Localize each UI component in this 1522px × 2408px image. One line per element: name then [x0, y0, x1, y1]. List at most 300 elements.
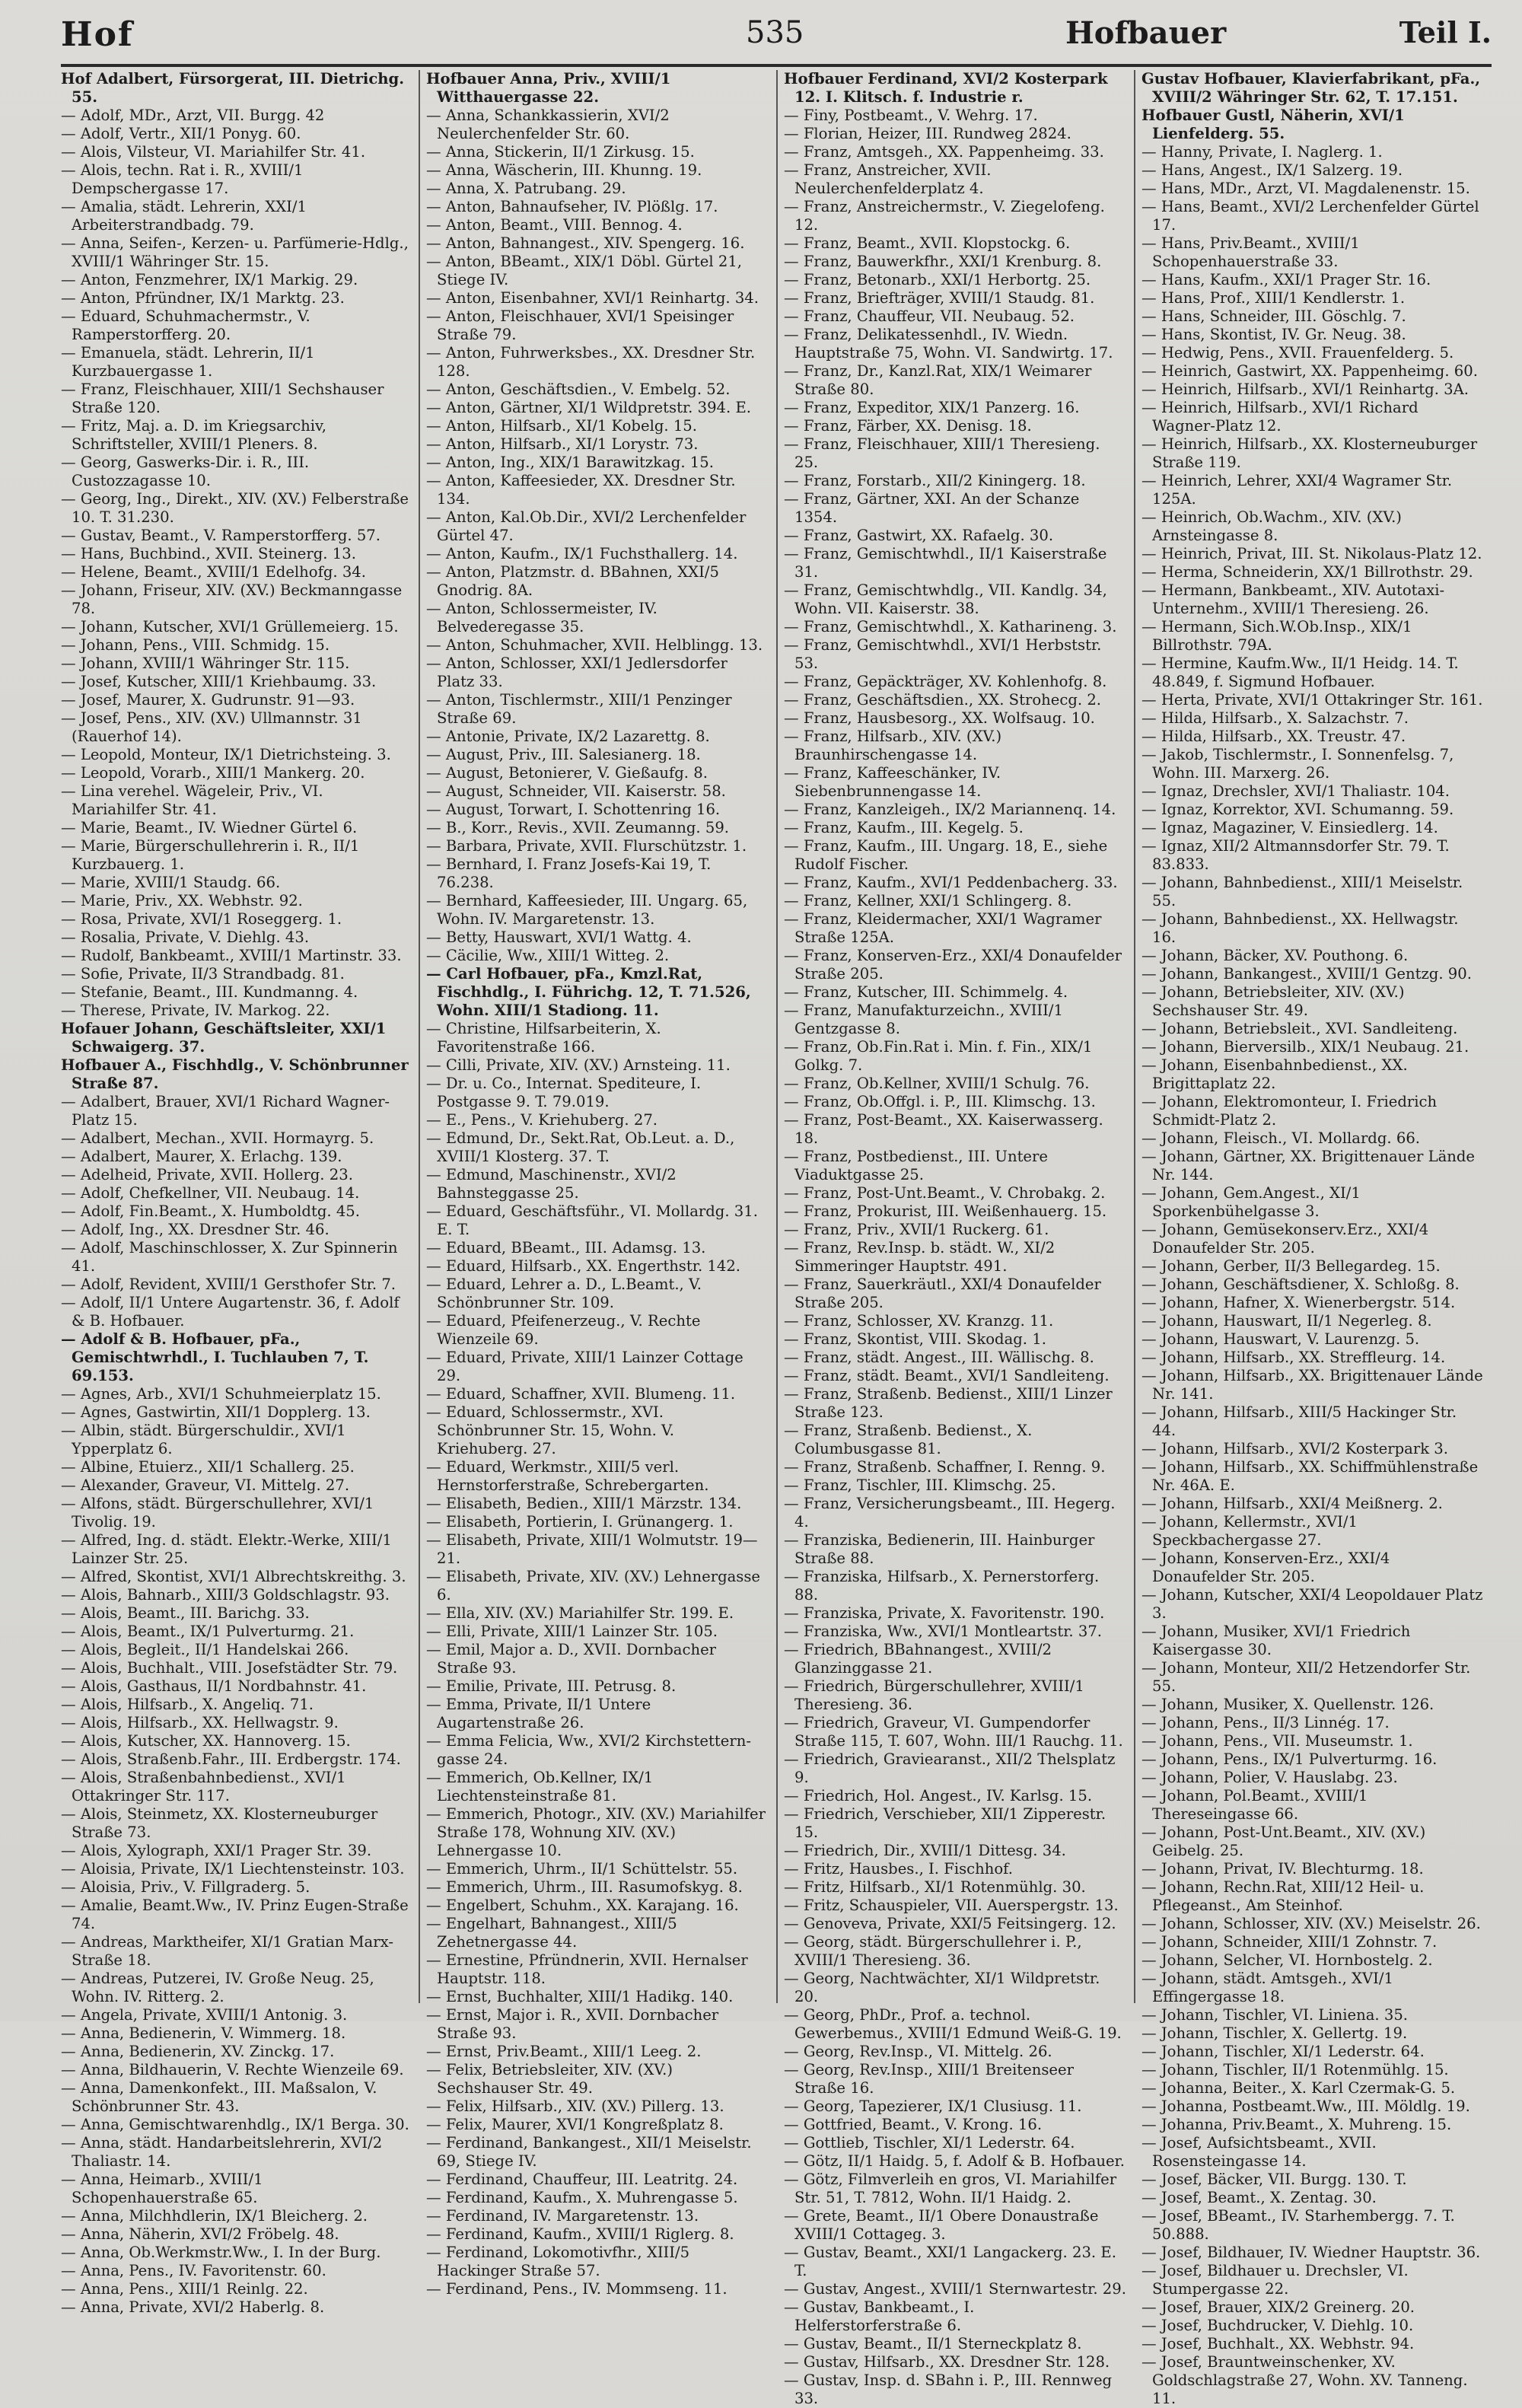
- directory-entry: — Franziska, Hilfsarb., X. Pernerstorferg. 88.: [784, 1568, 1100, 1604]
- directory-entry: — Elli, Private, XIII/1 Lainzer Str. 105.: [426, 1623, 718, 1640]
- directory-entry: — Anna, Damenkonfekt., III. Maßsalon, V. Schönbrunner Str. 43.: [61, 2079, 377, 2115]
- directory-entry: — Hans, Prof., XIII/1 Kendlerstr. 1.: [1142, 289, 1406, 307]
- directory-entry: — Ignaz, Korrektor, XVI. Schumanng. 59.: [1142, 801, 1454, 818]
- directory-entry: — E., Pens., V. Kriehuberg. 27.: [426, 1111, 658, 1129]
- directory-entry: — Franz, Dr., Kanzl.Rat, XIX/1 Weimarer Straße 80.: [784, 362, 1092, 398]
- directory-entry: — Fritz, Hilfsarb., XI/1 Rotenmühlg. 30.: [784, 1878, 1086, 1896]
- directory-entry: — Albine, Etuierz., XII/1 Schallerg. 25.: [61, 1458, 355, 1476]
- directory-entry: — Anna, Bildhauerin, V. Rechte Wienzeile 69.: [61, 2061, 404, 2078]
- directory-entry: — Finy, Postbeamt., V. Wehrg. 17.: [784, 107, 1038, 124]
- directory-entry: — Emma Felicia, Ww., XVI/2 Kirchstettern-gasse 24.: [426, 1732, 751, 1768]
- directory-entry: — Hedwig, Pens., XVII. Frauenfelderg. 5.: [1142, 344, 1454, 362]
- directory-entry: — Johann, Pens., II/3 Linnég. 17.: [1142, 1714, 1390, 1731]
- directory-entry: — Fritz, Schauspieler, VII. Auerspergstr. 13.: [784, 1897, 1119, 1914]
- directory-entry: — Engelbert, Schuhm., XX. Karajang. 16.: [426, 1897, 739, 1914]
- directory-entry: — Josef, BBeamt., IV. Starhembergg. 7. T. 50.888.: [1142, 2207, 1455, 2243]
- directory-entry: — Heinrich, Gastwirt, XX. Pappenheimg. 60.: [1142, 362, 1478, 380]
- directory-entry: — Aloisia, Priv., V. Fillgraderg. 5.: [61, 1878, 310, 1896]
- directory-entry: — August, Schneider, VII. Kaiserstr. 58.: [426, 782, 726, 800]
- directory-entry: — Johann, Bahnbedienst., XX. Hellwagstr. 16.: [1142, 910, 1459, 946]
- directory-entry: — August, Betonierer, V. Gießaufg. 8.: [426, 764, 708, 782]
- directory-entry: — Georg, Rev.Insp., VI. Mittelg. 26.: [784, 2043, 1052, 2060]
- directory-entry: — Alois, Xylograph, XXI/1 Prager Str. 39.: [61, 1842, 372, 1859]
- directory-entry: — Franz, Gemischtwhdlg., VII. Kandlg. 34, Wohn. VII. Kaiserstr. 38.: [784, 581, 1107, 617]
- directory-entry: — Adolf, II/1 Untere Augartenstr. 36, f. Adolf & B. Hofbauer.: [61, 1294, 400, 1330]
- directory-entry: — Johann, Bankangest., XVIII/1 Gentzg. 90.: [1142, 965, 1472, 983]
- directory-entry: — Franz, Gepäckträger, XV. Kohlenhofg. 8.: [784, 673, 1107, 690]
- directory-entry: — Hans, MDr., Arzt, VI. Magdalenenstr. 15.: [1142, 180, 1470, 197]
- directory-entry: — Johann, Fleisch., VI. Mollardg. 66.: [1142, 1129, 1421, 1147]
- directory-entry: — Amalie, Beamt.Ww., IV. Prinz Eugen-Straße 74.: [61, 1897, 409, 1932]
- directory-entry: — Bernhard, I. Franz Josefs-Kai 19, T. 76.238.: [426, 855, 712, 891]
- directory-entry: — Johann, Pol.Beamt., XVIII/1 Thereseingasse 66.: [1142, 1787, 1368, 1823]
- page-number: 535: [746, 15, 804, 50]
- directory-entry: — Heinrich, Lehrer, XXI/4 Wagramer Str. 125A.: [1142, 472, 1453, 508]
- directory-entry: — Elisabeth, Private, XIII/1 Wolmutstr. 19—21.: [426, 1531, 758, 1567]
- directory-entry: — Johann, Geschäftsdiener, X. Schloßg. 8.: [1142, 1276, 1460, 1293]
- directory-entry: — Ernst, Buchhalter, XIII/1 Hadikg. 140.: [426, 1988, 734, 2005]
- directory-entry: — Ferdinand, IV. Margaretenstr. 13.: [426, 2207, 699, 2225]
- directory-entry: — Johann, Hilfsarb., XX. Brigittenauer Lände Nr. 141.: [1142, 1367, 1483, 1403]
- directory-entry: — Johann, Selcher, VI. Hornbostelg. 2.: [1142, 1951, 1433, 1969]
- directory-entry: — Johann, Tischler, VI. Liniena. 35.: [1142, 2006, 1409, 2024]
- directory-entry: — Franz, Chauffeur, VII. Neubaug. 52.: [784, 307, 1075, 325]
- directory-entry: — Marie, Bürgerschullehrerin i. R., II/1 Kurzbauerg. 1.: [61, 837, 360, 873]
- header-left-word: Hof: [61, 15, 134, 54]
- directory-entry: — Alois, Hilfsarb., X. Angeliq. 71.: [61, 1696, 314, 1713]
- directory-entry: — Betty, Hauswart, XVI/1 Wattg. 4.: [426, 928, 692, 946]
- directory-entry: — Anna, Pens., XIII/1 Reinlg. 22.: [61, 2280, 308, 2298]
- directory-entry: — Georg, städt. Bürgerschullehrer i. P., XVIII/1 Theresieng. 36.: [784, 1933, 1082, 1969]
- directory-entry: — Heinrich, Hilfsarb., XX. Klosterneuburger Straße 119.: [1142, 435, 1478, 471]
- directory-entry: — Genoveva, Private, XXI/5 Feitsingerg. 12.: [784, 1915, 1116, 1932]
- directory-entry: — Anton, Kaufm., IX/1 Fuchsthallerg. 14.: [426, 545, 738, 562]
- directory-entry: — Carl Hofbauer, pFa., Kmzl.Rat, Fischhdlg., I. Führichg. 12, T. 71.526, Wohn. XIII/1 Stadiong. 11.: [426, 965, 751, 1019]
- directory-entry: — Anna, Näherin, XVI/2 Fröbelg. 48.: [61, 2225, 339, 2243]
- directory-entry: — Johann, Bierversilb., XIX/1 Neubaug. 21.: [1142, 1038, 1469, 1056]
- directory-entry: — Hermine, Kaufm.Ww., II/1 Heidg. 14. T. 48.849, f. Sigmund Hofbauer.: [1142, 655, 1459, 690]
- directory-entry: — Anton, Ing., XIX/1 Barawitzkag. 15.: [426, 454, 714, 471]
- directory-entry: — Adelheid, Private, XVII. Hollerg. 23.: [61, 1166, 353, 1183]
- directory-entry: — Johann, Gerber, II/3 Bellegardeg. 15.: [1142, 1257, 1441, 1275]
- directory-entry: — Johann, Polier, V. Hauslabg. 23.: [1142, 1769, 1398, 1786]
- directory-entry: — Johanna, Priv.Beamt., X. Muhreng. 15.: [1142, 2116, 1452, 2133]
- directory-entry: — Adolf, Fin.Beamt., X. Humboldtg. 45.: [61, 1202, 360, 1220]
- directory-entry: — Eduard, Schuhmachermstr., V. Ramperstorfferg. 20.: [61, 307, 310, 343]
- directory-entry: — Emmerich, Uhrm., II/1 Schüttelstr. 55.: [426, 1860, 738, 1878]
- directory-entry: — Alexander, Graveur, VI. Mittelg. 27.: [61, 1476, 350, 1494]
- directory-entry: — Antonie, Private, IX/2 Lazarettg. 8.: [426, 728, 710, 745]
- directory-entry: — Anton, Fenzmehrer, IX/1 Markig. 29.: [61, 271, 358, 288]
- directory-entry: — Rosa, Private, XVI/1 Roseggerg. 1.: [61, 910, 342, 928]
- directory-entry: — Anna, Schankkassierin, XVI/2 Neulerchenfelder Str. 60.: [426, 107, 670, 142]
- directory-entry: — Johann, Betriebsleiter, XIV. (XV.) Sechshauser Str. 49.: [1142, 983, 1405, 1019]
- directory-entry: — Franziska, Bedienerin, III. Hainburger Straße 88.: [784, 1531, 1095, 1567]
- directory-entry: — Christine, Hilfsarbeiterin, X. Favoritenstraße 166.: [426, 1020, 661, 1056]
- directory-entry: — Rosalia, Private, V. Diehlg. 43.: [61, 928, 310, 946]
- directory-entry: — Johann, Hauswart, V. Laurenzg. 5.: [1142, 1330, 1420, 1348]
- directory-entry: — Dr. u. Co., Internat. Spediteure, I. Postgasse 9. T. 79.019.: [426, 1075, 702, 1110]
- directory-entry: — Anton, Schuhmacher, XVII. Helblingg. 13.: [426, 636, 763, 654]
- directory-entry: — Anton, Geschäftsdien., V. Embelg. 52.: [426, 381, 731, 398]
- directory-entry: — Jakob, Tischlermstr., I. Sonnenfelsg. 7, Wohn. III. Marxerg. 26.: [1142, 746, 1454, 782]
- directory-entry: — Hanny, Private, I. Naglerg. 1.: [1142, 143, 1383, 161]
- directory-entry: — Johann, Hilfsarb., XX. Schiffmühlenstraße Nr. 46A. E.: [1142, 1458, 1479, 1494]
- directory-entry: — Franz, Hilfsarb., XIV. (XV.) Braunhirschengasse 14.: [784, 728, 1002, 763]
- directory-entry: — Johann, Hilfsarb., XX. Streffleurg. 14.: [1142, 1349, 1446, 1366]
- directory-entry: — Hans, Beamt., XVI/2 Lerchenfelder Gürtel 17.: [1142, 198, 1479, 234]
- directory-entry: — Georg, Nachtwächter, XI/1 Wildpretstr. 20.: [784, 1970, 1100, 2005]
- directory-entry: — Franz, Ob.Kellner, XVIII/1 Schulg. 76.: [784, 1075, 1090, 1092]
- directory-entry: — Hans, Schneider, III. Göschlg. 7.: [1142, 307, 1406, 325]
- directory-entry: — Franz, Expeditor, XIX/1 Panzerg. 16.: [784, 399, 1080, 416]
- directory-entry: — Alfred, Skontist, XVI/1 Albrechtskreithg. 3.: [61, 1568, 406, 1585]
- directory-entry: — Ernestine, Pfründnerin, XVII. Hernalser Hauptstr. 118.: [426, 1951, 748, 1987]
- directory-entry: — Adalbert, Mechan., XVII. Hormayrg. 5.: [61, 1129, 374, 1147]
- directory-entry: — Eduard, Hilfsarb., XX. Engerthstr. 142.: [426, 1257, 741, 1275]
- directory-entry: — Franz, Skontist, VIII. Skodag. 1.: [784, 1330, 1046, 1348]
- directory-entry: — Georg, Rev.Insp., XIII/1 Breitenseer Straße 16.: [784, 2061, 1074, 2097]
- directory-entry: — Franz, städt. Angest., III. Wällischg. 8.: [784, 1349, 1094, 1366]
- directory-entry: — Johann, Kutscher, XVI/1 Grüllemeierg. 15.: [61, 618, 399, 635]
- directory-entry: — Johann, Post-Unt.Beamt., XIV. (XV.) Geibelg. 25.: [1142, 1824, 1426, 1859]
- directory-entry: — Franz, Gärtner, XXI. An der Schanze 1354.: [784, 490, 1080, 526]
- directory-entry: — Franz, Gemischtwhdl., X. Katharineng. 3.: [784, 618, 1117, 635]
- directory-entry: — Johann, Kellermstr., XVI/1 Speckbachergasse 27.: [1142, 1513, 1358, 1549]
- directory-entry: — Anna, Gemischtwarenhdlg., IX/1 Berga. 30.: [61, 2116, 409, 2133]
- directory-entry: — Alois, Begleit., II/1 Handelskai 266.: [61, 1641, 349, 1658]
- directory-entry: — Franz, Gemischtwhdl., XVI/1 Herbststr. 53.: [784, 636, 1102, 672]
- directory-entry: — Franz, Straßenb. Bedienst., XIII/1 Linzer Straße 123.: [784, 1385, 1113, 1421]
- directory-entry: — Heinrich, Ob.Wachm., XIV. (XV.) Arnsteingasse 8.: [1142, 508, 1402, 544]
- directory-entry: — Franz, Tischler, III. Klimschg. 25.: [784, 1476, 1056, 1494]
- directory-entry: — Franz, Fleischhauer, XIII/1 Theresieng. 25.: [784, 435, 1100, 471]
- directory-entry: — Alois, techn. Rat i. R., XVIII/1 Dempschergasse 17.: [61, 161, 304, 197]
- directory-entry: — Felix, Hilfsarb., XIV. (XV.) Pillerg. 13.: [426, 2097, 724, 2115]
- directory-entry: — Friedrich, Verschieber, XII/1 Zipperestr. 15.: [784, 1805, 1106, 1841]
- directory-entry: — Johanna, Beiter., X. Karl Czermak-G. 5.: [1142, 2079, 1456, 2097]
- directory-entry: — Elisabeth, Bedien., XIII/1 Märzstr. 134.: [426, 1495, 742, 1512]
- directory-entry: — Marie, Beamt., IV. Wiedner Gürtel 6.: [61, 819, 358, 836]
- directory-entry: — Adolf, Chefkellner, VII. Neubaug. 14.: [61, 1184, 360, 1202]
- directory-entry: — Johann, Hilfsarb., XVI/2 Kosterpark 3.: [1142, 1440, 1448, 1457]
- directory-entry: — Georg, Tapezierer, IX/1 Clusiusg. 11.: [784, 2097, 1082, 2115]
- directory-entry: — Franz, Sauerkräutl., XXI/4 Donaufelder Straße 205.: [784, 1276, 1101, 1311]
- directory-entry: — Emilie, Private, III. Petrusg. 8.: [426, 1677, 677, 1695]
- directory-entry: Hofbauer Ferdinand, XVI/2 Kosterpark 12. I. Klitsch. f. Industrie r.: [784, 70, 1108, 106]
- directory-entry: — Josef, Pens., XIV. (XV.) Ullmannstr. 31 (Rauerhof 14).: [61, 709, 362, 745]
- directory-entry: — Franz, Kaufm., III. Ungarg. 18, E., siehe Rudolf Fischer.: [784, 837, 1108, 873]
- directory-entry: — Cilli, Private, XIV. (XV.) Arnsteing. 11.: [426, 1056, 731, 1074]
- directory-entry: — Amalia, städt. Lehrerin, XXI/1 Arbeiterstrandbadg. 79.: [61, 198, 307, 234]
- directory-entry: — Adolf, Ing., XX. Dresdner Str. 46.: [61, 1221, 330, 1238]
- directory-entry: — Anton, Platzmstr. d. BBahnen, XXI/5 Gnodrig. 8A.: [426, 563, 719, 599]
- directory-entry: — Edmund, Maschinenstr., XVI/2 Bahnsteggasse 25.: [426, 1166, 677, 1202]
- directory-entry: — Ignaz, Drechsler, XVI/1 Thaliastr. 104.: [1142, 782, 1450, 800]
- directory-entry: — Alfons, städt. Bürgerschullehrer, XVI/1 Tivolig. 19.: [61, 1495, 374, 1530]
- directory-entry: — Friedrich, Graviearanst., XII/2 Thelsplatz 9.: [784, 1750, 1116, 1786]
- directory-entry: — Johann, XVIII/1 Währinger Str. 115.: [61, 655, 350, 672]
- column-1: [61, 70, 419, 2316]
- directory-entry: — Johann, Gärtner, XX. Brigittenauer Lände Nr. 144.: [1142, 1148, 1476, 1183]
- directory-entry: Hofbauer Anna, Priv., XVIII/1 Witthauergasse 22.: [426, 70, 671, 106]
- directory-entry: — Franz, Postbedienst., III. Untere Viaduktgasse 25.: [784, 1148, 1048, 1183]
- directory-entry: — Franz, Amtsgeh., XX. Pappenheimg. 33.: [784, 143, 1104, 161]
- directory-entry: — Johann, Hauswart, II/1 Negerleg. 8.: [1142, 1312, 1432, 1330]
- directory-entry: — Franz, städt. Beamt., XVI/1 Sandleiteng.: [784, 1367, 1110, 1384]
- directory-entry: — Heinrich, Hilfsarb., XVI/1 Reinhartg. 3A.: [1142, 381, 1469, 398]
- directory-entry: — Josef, Brauer, XIX/2 Greinerg. 20.: [1142, 2298, 1415, 2316]
- directory-entry: — Johann, Monteur, XII/2 Hetzendorfer Str. 55.: [1142, 1659, 1471, 1695]
- directory-entry: — Anna, Ob.Werkmstr.Ww., I. In der Burg.: [61, 2244, 381, 2261]
- directory-entry: — Franziska, Private, X. Favoritenstr. 190.: [784, 1604, 1105, 1622]
- directory-entry: — Gottfried, Beamt., V. Krong. 16.: [784, 2116, 1043, 2133]
- directory-entry: — Albin, städt. Bürgerschuldir., XVI/1 Ypperplatz 6.: [61, 1422, 346, 1457]
- directory-entry: — Johann, Hilfsarb., XIII/5 Hackinger Str. 44.: [1142, 1403, 1457, 1439]
- directory-entry: — Hans, Angest., IX/1 Salzerg. 19.: [1142, 161, 1403, 179]
- directory-entry: — Alois, Hilfsarb., XX. Hellwagstr. 9.: [61, 1714, 339, 1731]
- directory-entry: — Johann, Musiker, XVI/1 Friedrich Kaisergasse 30.: [1142, 1623, 1411, 1658]
- directory-entry: — Anton, Eisenbahner, XVI/1 Reinhartg. 34.: [426, 289, 759, 307]
- directory-entry: — Anton, Beamt., VIII. Bennog. 4.: [426, 216, 683, 234]
- directory-entry: — Josef, Buchhalt., XX. Webhstr. 94.: [1142, 2335, 1415, 2352]
- directory-entry: — Anton, Bahnaufseher, IV. Plößlg. 17.: [426, 198, 718, 215]
- directory-entry: — Josef, Bildhauer, IV. Wiedner Hauptstr. 36.: [1142, 2244, 1481, 2261]
- directory-entry: — Anna, Milchhdlerin, IX/1 Bleicherg. 2.: [61, 2207, 368, 2225]
- directory-entry: — Franz, Hausbesorg., XX. Wolfsaug. 10.: [784, 709, 1095, 727]
- directory-entry: — Josef, Bäcker, VII. Burgg. 130. T.: [1142, 2171, 1407, 2188]
- directory-entry: Hofbauer Gustl, Näherin, XVI/1 Lienfelderg. 55.: [1142, 107, 1405, 142]
- directory-entry: — Anton, Schlosser, XXI/1 Jedlersdorfer Platz 33.: [426, 655, 728, 690]
- directory-entry: — Franz, Bauwerkfhr., XXI/1 Krenburg. 8.: [784, 253, 1102, 270]
- directory-entry: — Eduard, Werkmstr., XIII/5 verl. Hernstorferstraße, Schrebergarten.: [426, 1458, 709, 1494]
- directory-entry: — Eduard, Geschäftsführ., VI. Mollardg. 31. E. T.: [426, 1202, 758, 1238]
- directory-entry: — Johann, städt. Amtsgeh., XVI/1 Effingergasse 18.: [1142, 1970, 1393, 2005]
- directory-entry: — Johann, Pens., IX/1 Pulverturmg. 16.: [1142, 1750, 1438, 1768]
- directory-entry: — Adolf, Maschinschlosser, X. Zur Spinnerin 41.: [61, 1239, 398, 1275]
- directory-entry: — Aloisia, Private, IX/1 Liechtensteinstr. 103.: [61, 1860, 405, 1878]
- directory-entry: — Johanna, Postbeamt.Ww., III. Möldlg. 19.: [1142, 2097, 1470, 2115]
- directory-entry: — Edmund, Dr., Sekt.Rat, Ob.Leut. a. D., XVIII/1 Klosterg. 37. T.: [426, 1129, 735, 1165]
- directory-entry: — Cäcilie, Ww., XIII/1 Witteg. 2.: [426, 947, 670, 964]
- directory-entry: Hofauer Johann, Geschäftsleiter, XXI/1 Schwaigerg. 37.: [61, 1020, 387, 1056]
- directory-entry: — Florian, Heizer, III. Rundweg 2824.: [784, 125, 1071, 142]
- directory-entry: — Friedrich, BBahnangest., XVIII/2 Glanzinggasse 21.: [784, 1641, 1052, 1677]
- directory-entry: — Franz, Schlosser, XV. Kranzg. 11.: [784, 1312, 1054, 1330]
- directory-entry: — Franz, Ob.Offgl. i. P., III. Klimschg. 13.: [784, 1093, 1096, 1110]
- directory-entry: — Ignaz, Magaziner, V. Einsiedlerg. 14.: [1142, 819, 1438, 836]
- directory-entry: — Helene, Beamt., XVIII/1 Edelhofg. 34.: [61, 563, 367, 581]
- directory-entry: — Johann, Pens., VII. Museumstr. 1.: [1142, 1732, 1413, 1750]
- directory-entry: — Johann, Pens., VIII. Schmidg. 15.: [61, 636, 330, 654]
- directory-entry: — Elisabeth, Portierin, I. Grünangerg. 1.: [426, 1513, 734, 1530]
- directory-entry: — Eduard, Lehrer a. D., L.Beamt., V. Schönbrunner Str. 109.: [426, 1276, 702, 1311]
- directory-entry: — Anna, Stickerin, II/1 Zirkusg. 15.: [426, 143, 695, 161]
- directory-entry: — Johann, Hafner, X. Wienerbergstr. 514.: [1142, 1294, 1456, 1311]
- directory-entry: — Anton, BBeamt., XIX/1 Döbl. Gürtel 21, Stiege IV.: [426, 253, 743, 288]
- directory-entry: — Anton, Hilfsarb., XI/1 Lorystr. 73.: [426, 435, 699, 453]
- directory-entry: — Alois, Buchhalt., VIII. Josefstädter Str. 79.: [61, 1659, 398, 1677]
- directory-entry: — Agnes, Arb., XVI/1 Schuhmeierplatz 15.: [61, 1385, 381, 1403]
- directory-entry: — Ignaz, XII/2 Altmannsdorfer Str. 79. T. 83.833.: [1142, 837, 1450, 873]
- directory-entry: — Franz, Versicherungsbeamt., III. Hegerg. 4.: [784, 1495, 1116, 1530]
- directory-entry: — Heinrich, Privat, III. St. Nikolaus-Platz 12.: [1142, 545, 1482, 562]
- page-header: [61, 15, 1492, 61]
- directory-entry: — Franz, Kellner, XXI/1 Schlingerg. 8.: [784, 892, 1072, 909]
- directory-entry: — Georg, PhDr., Prof. a. technol. Gewerbemus., XVIII/1 Edmund Weiß-G. 19.: [784, 2006, 1122, 2042]
- directory-entry: — Engelhart, Bahnangest., XIII/5 Zehetnergasse 44.: [426, 1915, 677, 1951]
- directory-entry: — Georg, Ing., Direkt., XIV. (XV.) Felberstraße 10. T. 31.230.: [61, 490, 409, 526]
- directory-entry: — Andreas, Marktheifer, XI/1 Gratian Marx-Straße 18.: [61, 1933, 393, 1969]
- directory-entry: — Alois, Vilsteur, VI. Mariahilfer Str. 41.: [61, 143, 366, 161]
- directory-entry: — Hilda, Hilfsarb., XX. Treustr. 47.: [1142, 728, 1406, 745]
- directory-entry: — Bernhard, Kaffeesieder, III. Ungarg. 65, Wohn. IV. Margaretenstr. 13.: [426, 892, 748, 928]
- directory-entry: — Anna, Bedienerin, XV. Zinckg. 17.: [61, 2043, 335, 2060]
- directory-entry: — Ferdinand, Chauffeur, III. Leatritg. 24.: [426, 2171, 738, 2188]
- directory-entry: — Hilda, Hilfsarb., X. Salzachstr. 7.: [1142, 709, 1409, 727]
- directory-entry: — Eduard, BBeamt., III. Adamsg. 13.: [426, 1239, 706, 1257]
- directory-entry: — Heinrich, Hilfsarb., XVI/1 Richard Wagner-Platz 12.: [1142, 399, 1419, 435]
- directory-entry: — Hermann, Sich.W.Ob.Insp., XIX/1 Billrothstr. 79A.: [1142, 618, 1412, 654]
- directory-entry: — Adolf & B. Hofbauer, pFa., Gemischtwrhdl., I. Tuchlauben 7, T. 69.153.: [61, 1330, 369, 1384]
- directory-entry: — Josef, Maurer, X. Gudrunstr. 91—93.: [61, 691, 355, 709]
- directory-entry: — Josef, Buchdrucker, V. Diehlg. 10.: [1142, 2317, 1414, 2334]
- directory-entry: — Rudolf, Bankbeamt., XVIII/1 Martinstr. 33.: [61, 947, 402, 964]
- header-part: Teil I.: [1399, 15, 1492, 49]
- directory-entry: — Anton, Tischlermstr., XIII/1 Penzinger Straße 69.: [426, 691, 732, 727]
- directory-entry: — Franz, Kleidermacher, XXI/1 Wagramer Straße 125A.: [784, 910, 1102, 946]
- directory-entry: — Anna, städt. Handarbeitslehrerin, XVI/2 Thaliastr. 14.: [61, 2134, 383, 2170]
- directory-entry: — Josef, Beamt., X. Zentag. 30.: [1142, 2189, 1377, 2206]
- directory-entry: — Gustav, Insp. d. SBahn i. P., III. Rennweg 33.: [784, 2371, 1113, 2407]
- directory-entry: — Gottlieb, Tischler, XI/1 Lederstr. 64.: [784, 2134, 1075, 2152]
- directory-entry: — Ferdinand, Lokomotivfhr., XIII/5 Hackinger Straße 57.: [426, 2244, 690, 2279]
- directory-entry: — Therese, Private, IV. Markog. 22.: [61, 1002, 330, 1019]
- directory-entry: — Franz, Prokurist, III. Weißenhauerg. 15.: [784, 1202, 1107, 1220]
- header-keyword: Hofbauer: [1065, 15, 1227, 51]
- directory-entry: — Götz, II/1 Haidg. 5, f. Adolf & B. Hofbauer.: [784, 2152, 1125, 2170]
- directory-entry: — Franziska, Ww., XVI/1 Montleartstr. 37.: [784, 1623, 1103, 1640]
- directory-entry: — Franz, Post-Unt.Beamt., V. Chrobakg. 2.: [784, 1184, 1106, 1202]
- directory-entry: — Josef, Brauntweinschenker, XV. Goldschlagstraße 27, Wohn. XV. Tanneng. 11.: [1142, 2353, 1468, 2407]
- directory-entry: — Friedrich, Graveur, VI. Gumpendorfer Straße 115, T. 607, Wohn. III/1 Rauchg. 11.: [784, 1714, 1123, 1750]
- directory-entry: — Johann, Tischler, XI/1 Lederstr. 64.: [1142, 2043, 1425, 2060]
- directory-entry: — Johann, Hilfsarb., XXI/4 Meißnerg. 2.: [1142, 1495, 1443, 1512]
- directory-entry: — Angela, Private, XVIII/1 Antonig. 3.: [61, 2006, 348, 2024]
- directory-entry: — Franz, Betonarb., XXI/1 Herbortg. 25.: [784, 271, 1091, 288]
- directory-entry: — Alois, Beamt., III. Barichg. 33.: [61, 1604, 310, 1622]
- directory-entry: — Felix, Betriebsleiter, XIV. (XV.) Sechshauser Str. 49.: [426, 2061, 673, 2097]
- directory-entry: — Alois, Straßenbahnbedienst., XVI/1 Ottakringer Str. 117.: [61, 1769, 346, 1804]
- directory-entry: — August, Priv., III. Salesianerg. 18.: [426, 746, 701, 763]
- column-2: [419, 70, 776, 2298]
- directory-entry: — Adolf, MDr., Arzt, VII. Burgg. 42: [61, 107, 325, 124]
- directory-entry: — Elisabeth, Private, XIV. (XV.) Lehnergasse 6.: [426, 1568, 761, 1604]
- directory-entry: — Franz, Rev.Insp. b. städt. W., XI/2 Simmeringer Hauptstr. 491.: [784, 1239, 1056, 1275]
- directory-entry: — August, Torwart, I. Schottenring 16.: [426, 801, 721, 818]
- directory-entry: — Felix, Maurer, XVI/1 Kongreßplatz 8.: [426, 2116, 724, 2133]
- directory-entry: — Gustav, Angest., XVIII/1 Sternwartestr. 29.: [784, 2280, 1126, 2298]
- directory-entry: — Anna, X. Patrubang. 29.: [426, 180, 626, 197]
- directory-entry: — Adalbert, Maurer, X. Erlachg. 139.: [61, 1148, 342, 1165]
- directory-entry: — Franz, Delikatessenhdl., IV. Wiedn. Hauptstraße 75, Wohn. VI. Sandwirtg. 17.: [784, 326, 1113, 362]
- directory-entry: — Herma, Schneiderin, XX/1 Billrothstr. 29.: [1142, 563, 1473, 581]
- directory-entry: — Gustav, Beamt., XXI/1 Langackerg. 23. E. T.: [784, 2244, 1116, 2279]
- directory-entry: — Anna, Wäscherin, III. Khunng. 19.: [426, 161, 702, 179]
- directory-entry: — Emmerich, Ob.Kellner, IX/1 Liechtensteinstraße 81.: [426, 1769, 654, 1804]
- directory-entry: — Johann, Eisenbahnbedienst., XX. Brigittaplatz 22.: [1142, 1056, 1408, 1092]
- directory-entry: — Hans, Priv.Beamt., XVIII/1 Schopenhauerstraße 33.: [1142, 234, 1360, 270]
- directory-entry: — Franz, Gemischtwhdl., II/1 Kaiserstraße 31.: [784, 545, 1107, 581]
- directory-entry: — Anna, Pens., IV. Favoritenstr. 60.: [61, 2262, 326, 2279]
- directory-entry: — Anna, Heimarb., XVIII/1 Schopenhauerstraße 65.: [61, 2171, 263, 2206]
- directory-entry: — Franz, Konserven-Erz., XXI/4 Donaufelder Straße 205.: [784, 947, 1122, 983]
- directory-entry: — Hans, Buchbind., XVII. Steinerg. 13.: [61, 545, 356, 562]
- column-4: [1134, 70, 1492, 2407]
- directory-entry: — Franz, Fleischhauer, XIII/1 Sechshauser Straße 120.: [61, 381, 384, 416]
- directory-entry: — Hans, Skontist, IV. Gr. Neug. 38.: [1142, 326, 1406, 343]
- directory-entry: — Anton, Fleischhauer, XVI/1 Speisinger Straße 79.: [426, 307, 734, 343]
- directory-entry: — Johann, Musiker, X. Quellenstr. 126.: [1142, 1696, 1434, 1713]
- directory-entry: — Johann, Gemüsekonserv.Erz., XXI/4 Donaufelder Str. 205.: [1142, 1221, 1429, 1257]
- directory-entry: — Ernst, Priv.Beamt., XIII/1 Leeg. 2.: [426, 2043, 702, 2060]
- directory-entry: — Eduard, Pfeifenerzeug., V. Rechte Wienzeile 69.: [426, 1312, 701, 1348]
- directory-entry: — Emma, Private, II/1 Untere Augartenstraße 26.: [426, 1696, 651, 1731]
- directory-entry: — Johann, Elektromonteur, I. Friedrich Schmidt-Platz 2.: [1142, 1093, 1438, 1129]
- directory-entry: — Franz, Priv., XVII/1 Ruckerg. 61.: [784, 1221, 1049, 1238]
- directory-entry: — Franz, Forstarb., XII/2 Kiningerg. 18.: [784, 472, 1086, 489]
- directory-entry: — Franz, Anstreicher, XVII. Neulerchenfelderplatz 4.: [784, 161, 992, 197]
- directory-entry: — Johann, Tischler, II/1 Rotenmühlg. 15.: [1142, 2061, 1449, 2078]
- directory-entry: — Friedrich, Dir., XVIII/1 Dittesg. 34.: [784, 1842, 1066, 1859]
- directory-entry: — Franz, Kaufm., XVI/1 Peddenbacherg. 33.: [784, 874, 1118, 891]
- directory-entry: — Emmerich, Photogr., XIV. (XV.) Mariahilfer Straße 178, Wohnung XIV. (XV.) Lehnergasse 10.: [426, 1805, 766, 1859]
- directory-entry: — Johann, Konserven-Erz., XXI/4 Donaufelder Str. 205.: [1142, 1550, 1390, 1585]
- directory-entry: — Hermann, Bankbeamt., XIV. Autotaxi-Unternehm., XVIII/1 Theresieng. 26.: [1142, 581, 1445, 617]
- column-3: [776, 70, 1134, 2407]
- directory-entry: — Gustav, Bankbeamt., I. Helferstorferstraße 6.: [784, 2298, 975, 2334]
- directory-entry: — Lina verehel. Wägeleir, Priv., VI. Mariahilfer Str. 41.: [61, 782, 323, 818]
- directory-entry: — Fritz, Hausbes., I. Fischhof.: [784, 1860, 1013, 1878]
- directory-entry: — Josef, Kutscher, XIII/1 Kriehbaumg. 33.: [61, 673, 377, 690]
- directory-entry: — Franz, Anstreichermstr., V. Ziegelofeng. 12.: [784, 198, 1105, 234]
- directory-entry: — Johann, Gem.Angest., XI/1 Sporkenbühelgasse 3.: [1142, 1184, 1361, 1220]
- directory-entry: — Franz, Ob.Fin.Rat i. Min. f. Fin., XIX/1 Golkg. 7.: [784, 1038, 1093, 1074]
- directory-entry: — Alfred, Ing. d. städt. Elektr.-Werke, XIII/1 Lainzer Str. 25.: [61, 1531, 392, 1567]
- directory-entry: — Emanuela, städt. Lehrerin, II/1 Kurzbauergasse 1.: [61, 344, 315, 380]
- directory-entry: — Franz, Post-Beamt., XX. Kaiserwasserg. 18.: [784, 1111, 1103, 1147]
- directory-entry: — Barbara, Private, XVII. Flurschützstr. 1.: [426, 837, 747, 855]
- directory-entry: — Anton, Pfründner, IX/1 Marktg. 23.: [61, 289, 345, 307]
- directory-entry: — Johann, Betriebsleit., XVI. Sandleiteng.: [1142, 1020, 1458, 1037]
- header-rule: [61, 64, 1492, 67]
- directory-entry: — Franz, Färber, XX. Denisg. 18.: [784, 417, 1032, 435]
- directory-entry: — Johann, Bahnbedienst., XIII/1 Meiselstr. 55.: [1142, 874, 1463, 909]
- directory-entry: Hof Adalbert, Fürsorgerat, III. Dietrichg. 55.: [61, 70, 405, 106]
- directory-entry: — Ferdinand, Pens., IV. Mommseng. 11.: [426, 2280, 728, 2298]
- directory-entry: — Stefanie, Beamt., III. Kundmanng. 4.: [61, 983, 358, 1001]
- directory-entry: — Franz, Gastwirt, XX. Rafaelg. 30.: [784, 527, 1054, 544]
- directory-entry: — Agnes, Gastwirtin, XII/1 Dopplerg. 13.: [61, 1403, 371, 1421]
- directory-entry: — Franz, Straßenb. Bedienst., X. Columbusgasse 81.: [784, 1422, 1033, 1457]
- directory-entry: — Alois, Steinmetz, XX. Klosterneuburger Straße 73.: [61, 1805, 378, 1841]
- directory-entry: — Franz, Straßenb. Schaffner, I. Renng. 9.: [784, 1458, 1106, 1476]
- directory-entry: — Anton, Schlossermeister, IV. Belvederegasse 35.: [426, 600, 658, 635]
- directory-entry: — Ella, XIV. (XV.) Mariahilfer Str. 199. E.: [426, 1604, 734, 1622]
- directory-entry: — Gustav, Hilfsarb., XX. Dresdner Str. 128.: [784, 2353, 1110, 2371]
- directory-entry: — Götz, Filmverleih en gros, VI. Mariahilfer Str. 51, T. 7812, Wohn. II/1 Haidg. 2.: [784, 2171, 1117, 2206]
- directory-entry: — Alois, Beamt., IX/1 Pulverturmg. 21.: [61, 1623, 355, 1640]
